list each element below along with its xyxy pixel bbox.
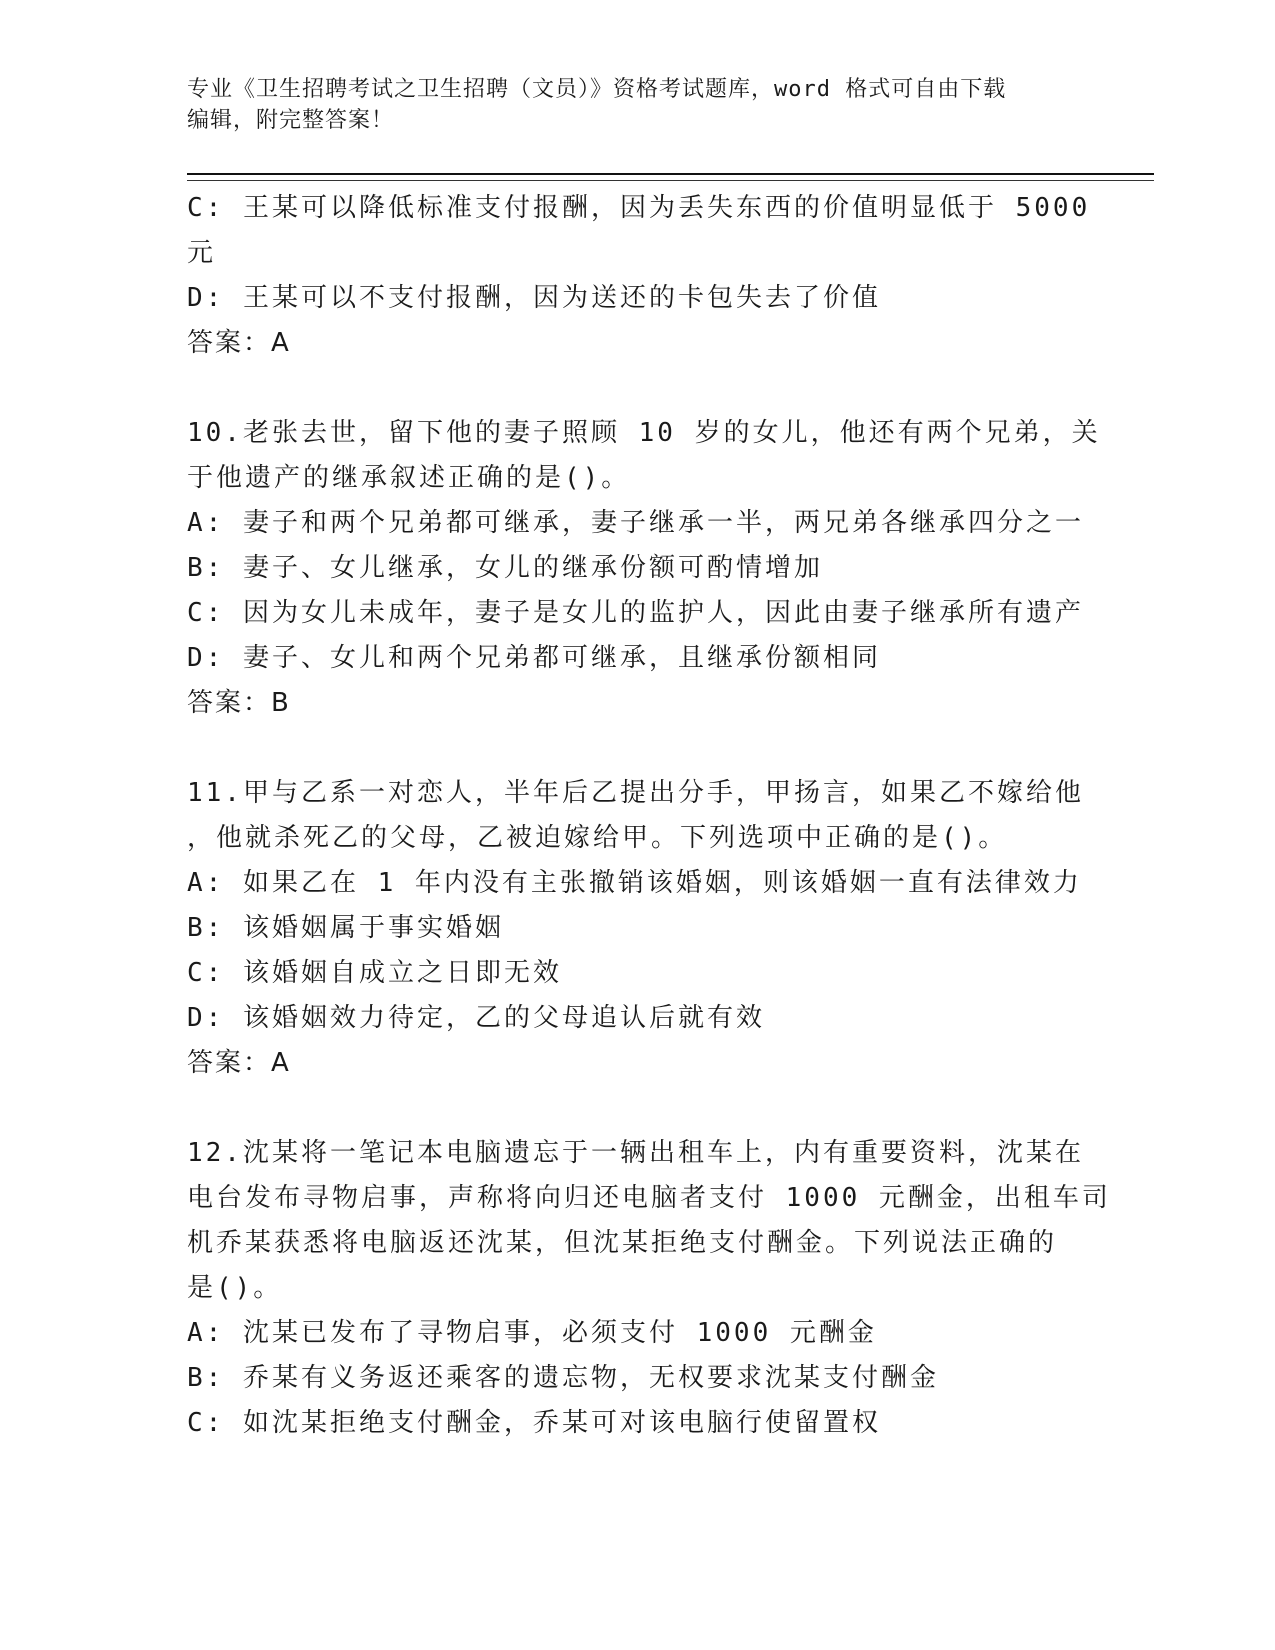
question-stem-line-1: 10.老张去世，留下他的妻子照顾 10 岁的女儿，他还有两个兄弟，关 — [187, 418, 1101, 448]
header-line-1: 专业《卫生招聘考试之卫生招聘（文员）》资格考试题库，word 格式可自由下载 — [187, 77, 1007, 102]
question-stem-line-2: 电台发布寻物启事，声称将向归还电脑者支付 1000 元酬金，出租车司 — [187, 1183, 1111, 1213]
document-body — [187, 186, 1111, 1446]
answer: 答案：A — [187, 328, 291, 358]
document-header — [187, 74, 1067, 136]
question-11 — [187, 771, 1084, 1086]
spacer — [187, 726, 1067, 771]
option-c: C: 该婚姻自成立之日即无效 — [187, 958, 562, 988]
question-10 — [187, 411, 1101, 726]
option-d: D: 该婚姻效力待定，乙的父母追认后就有效 — [187, 1003, 765, 1033]
option-d: D: 妻子、女儿和两个兄弟都可继承，且继承份额相同 — [187, 643, 881, 673]
question-stem-line-2: 于他遗产的继承叙述正确的是()。 — [187, 463, 631, 493]
option-b: B: 该婚姻属于事实婚姻 — [187, 913, 504, 943]
option-b: B: 妻子、女儿继承，女儿的继承份额可酌情增加 — [187, 553, 823, 583]
question-9-tail — [187, 186, 1091, 366]
question-stem-line-1: 11.甲与乙系一对恋人，半年后乙提出分手，甲扬言，如果乙不嫁给他 — [187, 778, 1084, 808]
question-stem-line-4: 是()。 — [187, 1273, 283, 1303]
spacer — [187, 1086, 1067, 1131]
header-rule-thin — [187, 180, 1154, 181]
option-c: C: 因为女儿未成年，妻子是女儿的监护人，因此由妻子继承所有遗产 — [187, 598, 1084, 628]
spacer — [187, 366, 1067, 411]
option-c-line-1: C: 王某可以降低标准支付报酬，因为丢失东西的价值明显低于 5000 — [187, 193, 1091, 223]
header-rule-thick — [187, 173, 1154, 175]
header-line-2: 编辑，附完整答案！ — [187, 108, 395, 133]
option-a: A: 如果乙在 1 年内没有主张撤销该婚姻，则该婚姻一直有法律效力 — [187, 868, 1082, 898]
option-b: B: 乔某有义务返还乘客的遗忘物，无权要求沈某支付酬金 — [187, 1363, 939, 1393]
question-stem-line-3: 机乔某获悉将电脑返还沈某，但沈某拒绝支付酬金。下列说法正确的 — [187, 1228, 1058, 1258]
option-c: C: 如沈某拒绝支付酬金，乔某可对该电脑行使留置权 — [187, 1408, 881, 1438]
answer: 答案：B — [187, 688, 291, 718]
option-c-line-2: 元 — [187, 238, 217, 268]
option-d: D: 王某可以不支付报酬，因为送还的卡包失去了价值 — [187, 283, 881, 313]
answer: 答案：A — [187, 1048, 291, 1078]
option-a: A: 妻子和两个兄弟都可继承，妻子继承一半，两兄弟各继承四分之一 — [187, 508, 1084, 538]
option-a: A: 沈某已发布了寻物启事，必须支付 1000 元酬金 — [187, 1318, 877, 1348]
question-stem-line-2: ，他就杀死乙的父母，乙被迫嫁给甲。下列选项中正确的是()。 — [187, 823, 1008, 853]
question-12 — [187, 1131, 1111, 1446]
question-stem-line-1: 12.沈某将一笔记本电脑遗忘于一辆出租车上，内有重要资料，沈某在 — [187, 1138, 1084, 1168]
